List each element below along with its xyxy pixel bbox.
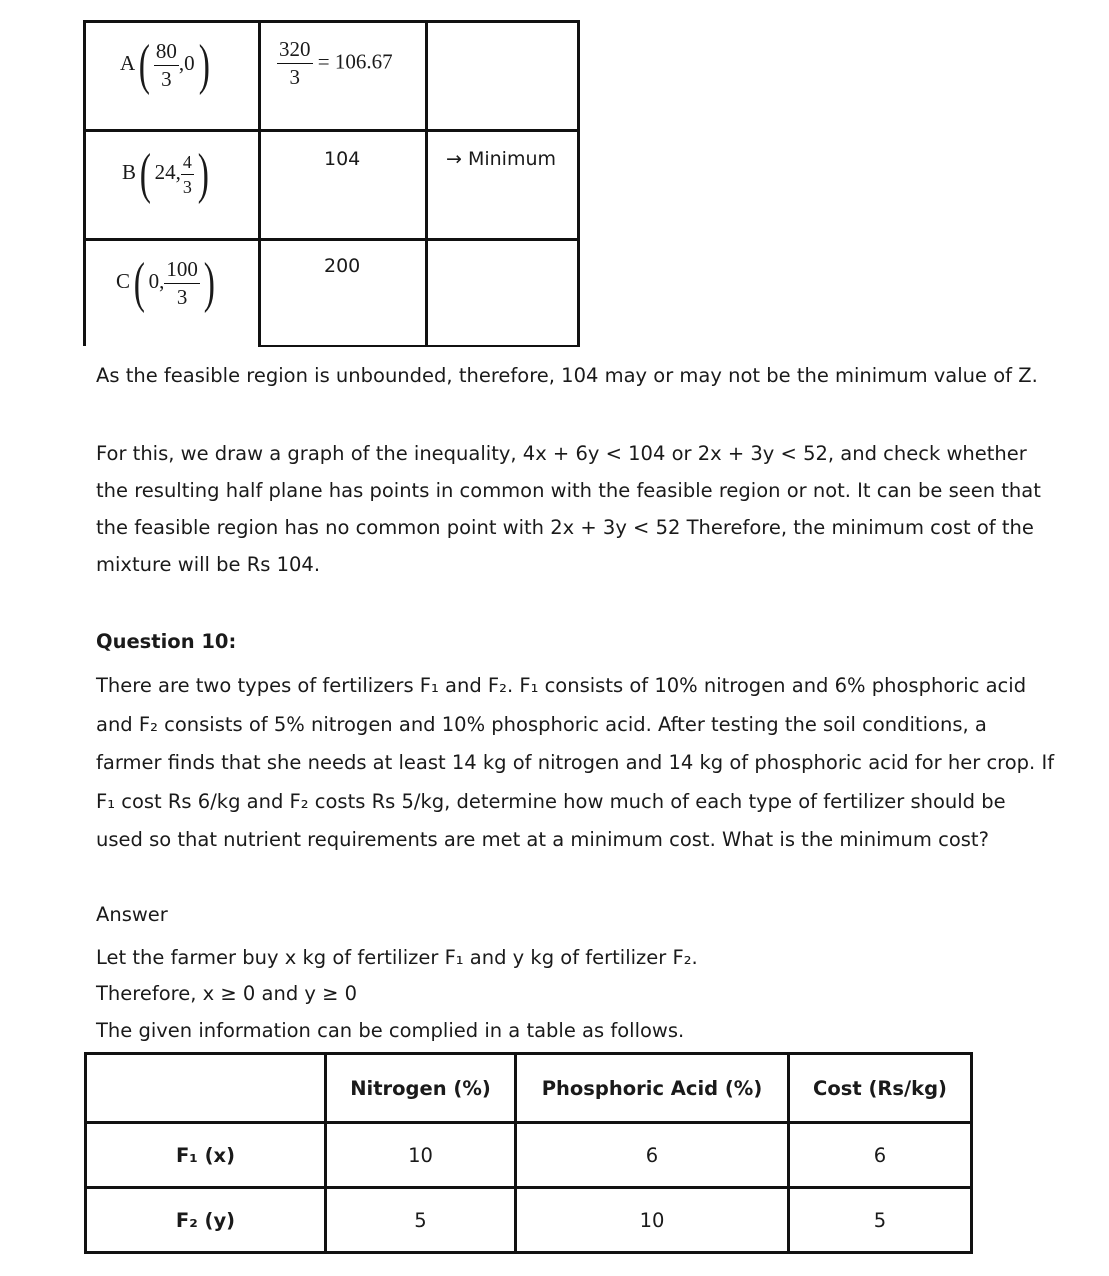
- z-value-cell: [260, 22, 427, 131]
- note-cell: [427, 240, 579, 347]
- fertilizer-table: [84, 1052, 973, 1254]
- point-c: C( 0, $\frac{100}{3}$ ): [116, 252, 215, 314]
- header-nitrogen: Nitrogen (%): [326, 1054, 516, 1123]
- answer-line-2: Therefore, x ≥ 0 and y ≥ 0: [96, 982, 358, 1005]
- header-empty: [86, 1054, 326, 1123]
- table-row: [85, 131, 579, 240]
- cost-cell: 5: [789, 1188, 972, 1253]
- header-cost: Cost (Rs/kg): [789, 1054, 972, 1123]
- corner-point-cell: [85, 131, 260, 240]
- header-phosphoric-acid: Phosphoric Acid (%): [516, 1054, 789, 1123]
- point-b: B( 24, $\frac{4}{3}$ ): [122, 143, 209, 205]
- point-label: B: [122, 159, 137, 184]
- row-label-f2: F₂ (y): [86, 1188, 326, 1253]
- phosphoric-cell: 10: [516, 1188, 789, 1253]
- point-label: C: [116, 268, 131, 293]
- table-row: [85, 240, 579, 347]
- z-value-c: 200: [324, 255, 361, 277]
- note-cell: [427, 22, 579, 131]
- half-plane-paragraph: For this, we draw a graph of the inequality, 4x + 6y < 104 or 2x + 3y < 52, and check whether the resulting half plane has points in common with the feasible region or not. It can be seen that the feasible region has no common point with 2x + 3y < 52 Therefore, the minimum cost of the mixture will be Rs 104.: [96, 442, 1041, 576]
- z-value-a: $\frac{320}{3}$ = 106.67: [279, 37, 393, 89]
- question-heading: Question 10:: [96, 630, 237, 653]
- z-value-cell: [260, 131, 427, 240]
- minimum-note: → Minimum: [446, 148, 557, 170]
- note-cell: [427, 131, 579, 240]
- nitrogen-cell: 5: [326, 1188, 516, 1253]
- question-text: There are two types of fertilizers F₁ and F₂. F₁ consists of 10% nitrogen and 6% phosphoric acid and F₂ consists of 5% nitrogen and 10% phosphoric acid. After testing the soil conditions, a farmer finds that she needs at least 14 kg of nitrogen and 14 kg of phosphoric acid for her crop. If F₁ cost Rs 6/kg and F₂ costs Rs 5/kg, determine how much of each type of fertilizer should be used so that nutrient requirements are met at a minimum cost. What is the minimum cost?: [96, 674, 1055, 851]
- corner-point-table: [83, 20, 580, 347]
- unbounded-paragraph: As the feasible region is unbounded, therefore, 104 may or may not be the minimum value of Z.: [96, 364, 1038, 387]
- point-a: A( $\frac{80}{3}$ ,0): [120, 34, 210, 96]
- z-value-cell: [260, 240, 427, 347]
- point-label: A: [120, 50, 136, 75]
- phosphoric-cell: 6: [516, 1123, 789, 1188]
- row-label-f1: F₁ (x): [86, 1123, 326, 1188]
- corner-point-cell: [85, 22, 260, 131]
- nitrogen-cell: 10: [326, 1123, 516, 1188]
- corner-point-cell: [85, 240, 260, 347]
- table-row: [86, 1188, 972, 1253]
- answer-line-3: The given information can be complied in a table as follows.: [96, 1019, 685, 1042]
- z-value-b: 104: [324, 148, 361, 170]
- answer-line-1: Let the farmer buy x kg of fertilizer F₁ and y kg of fertilizer F₂.: [96, 946, 698, 969]
- table-header-row: [86, 1054, 972, 1123]
- table-row: [86, 1123, 972, 1188]
- cost-cell: 6: [789, 1123, 972, 1188]
- table-row: [85, 22, 579, 131]
- answer-label: Answer: [96, 903, 168, 926]
